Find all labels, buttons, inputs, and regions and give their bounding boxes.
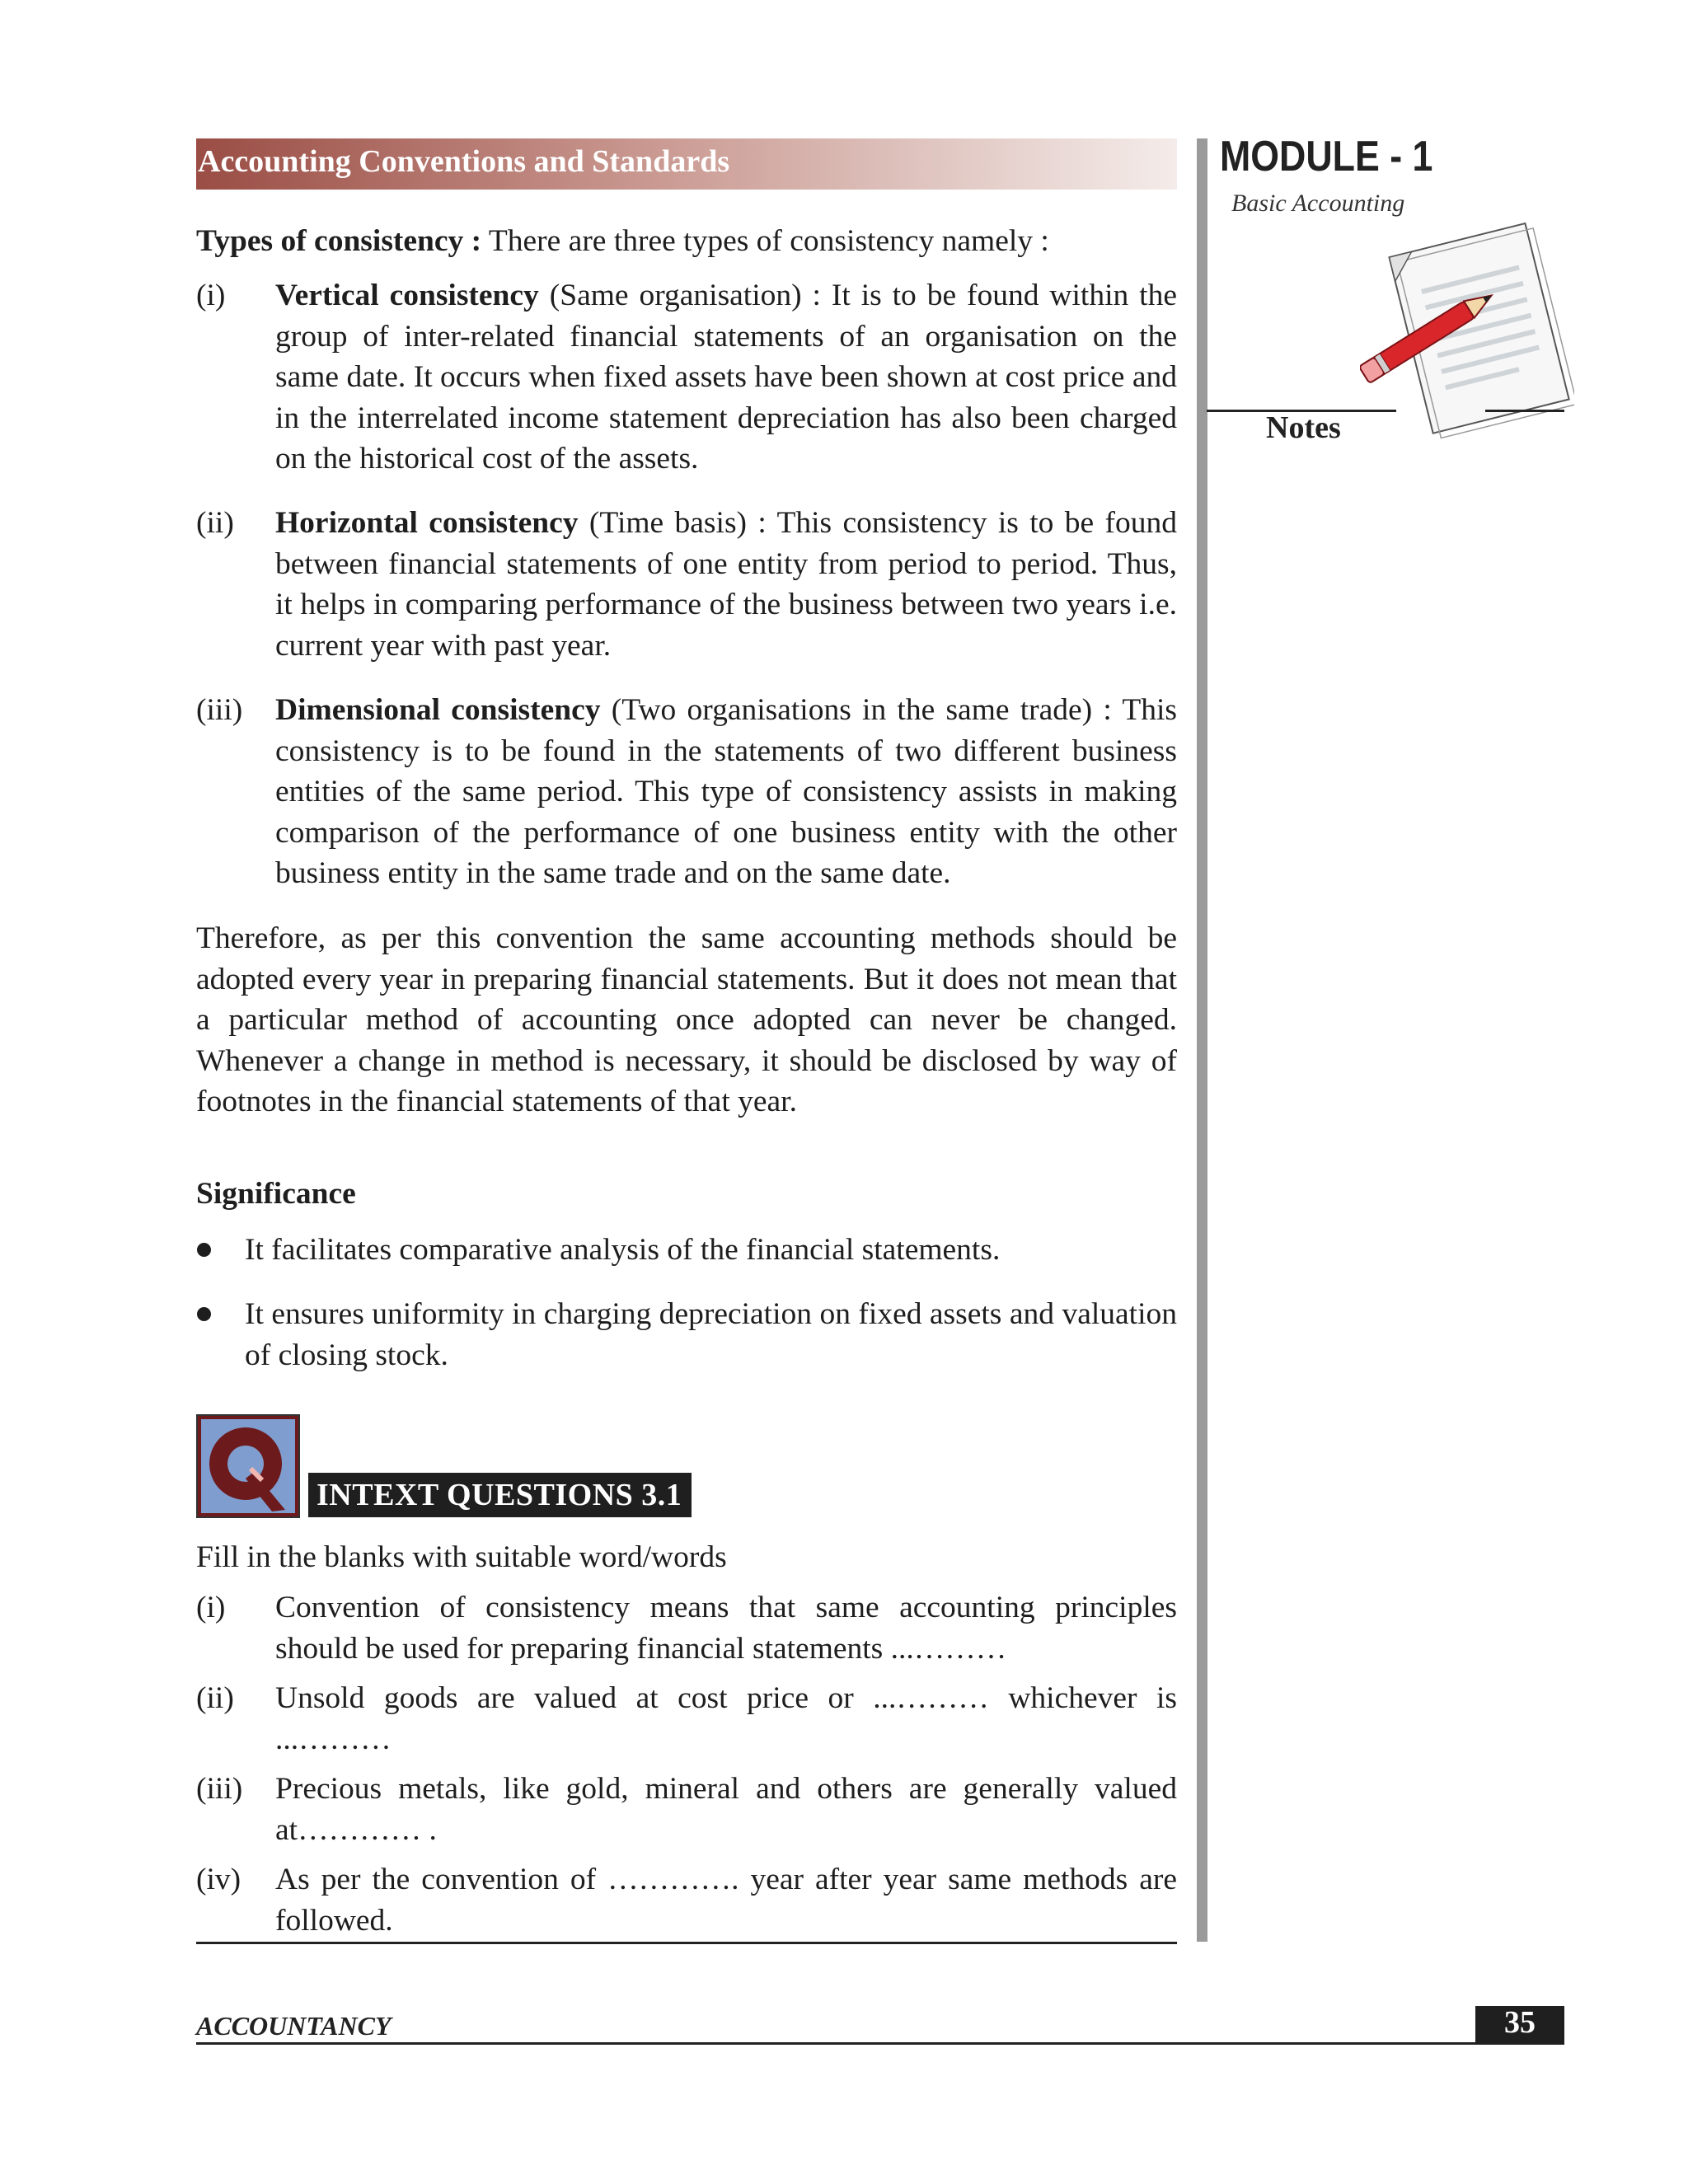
notepad-with-pencil-icon	[1360, 216, 1574, 455]
consistency-description: (Time basis) : This consistency is to be found between financial statements of one entity from period to period. Thus, it helps in comparing performance of the business between two years i.e. current year with past year.	[275, 506, 1177, 663]
significance-heading: Significance	[196, 1177, 356, 1211]
question-label: (i)	[196, 1591, 226, 1624]
notes-label: Notes	[1266, 410, 1341, 445]
question-item: Unsold goods are valued at cost price or ...……… whichever is ...………	[275, 1681, 1177, 1756]
question-item: As per the convention of …………. year after year same methods are followed.	[275, 1863, 1177, 1938]
consistency-intro	[196, 221, 1177, 262]
question-item: Convention of consistency means that same accounting principles should be used for preparing financial statements ...………	[275, 1591, 1177, 1666]
module-subtitle: Basic Accounting	[1231, 190, 1405, 217]
footer-rule	[196, 2042, 1564, 2045]
question-item: Precious metals, like gold, mineral and others are generally valued at………… .	[275, 1772, 1177, 1847]
section-end-rule	[196, 1942, 1177, 1944]
question-label: (iii)	[196, 1772, 243, 1806]
consistency-intro-bold: Types of consistency :	[196, 224, 482, 258]
consistency-description: (Same organisation) : It is to be found within the group of inter-related financial statements of an organisation on the same date. It occurs when fixed assets have been shown at cost price and in the interrelated income statement depreciation has also been charged on the historical cost of the assets.	[275, 279, 1178, 476]
consistency-item-vertical	[275, 275, 1177, 480]
bullet-icon	[197, 1243, 211, 1257]
footer-subject: ACCOUNTANCY	[196, 2011, 392, 2041]
consistency-item-label: (i)	[196, 279, 226, 312]
consistency-intro-rest: There are three types of consistency namely :	[481, 224, 1049, 258]
significance-bullet: It ensures uniformity in charging depreciation on fixed assets and valuation of closing stock.	[245, 1297, 1177, 1372]
consistency-item-horizontal	[275, 503, 1177, 666]
consistency-term: Vertical consistency	[275, 279, 539, 312]
consistency-description: (Two organisations in the same trade) : This consistency is to be found in the statements of two different business entities of the same period. This type of consistency assists in making comparison of the performance of one business entity with the other business entity in the same trade and on the same date.	[275, 693, 1177, 890]
intext-instruction: Fill in the blanks with suitable word/words	[196, 1540, 727, 1574]
consistency-term: Horizontal consistency	[275, 506, 579, 540]
intext-questions-heading: INTEXT QUESTIONS 3.1	[308, 1473, 692, 1517]
question-label: (ii)	[196, 1681, 234, 1715]
section-title: Accounting Conventions and Standards	[198, 144, 730, 179]
consistency-term: Dimensional consistency	[275, 693, 601, 727]
consistency-item-label: (ii)	[196, 506, 234, 540]
module-title: MODULE - 1	[1220, 133, 1433, 180]
q-letter-icon	[196, 1414, 300, 1518]
consistency-conclusion: Therefore, as per this convention the same accounting methods should be adopted every year in preparing financial statements. But it does not mean that a particular method of accounting once adopted can never be changed. Whenever a change in method is necessary, it should be disclosed by way of footnotes in the financial statements of that year.	[196, 921, 1177, 1118]
consistency-item-label: (iii)	[196, 693, 243, 727]
significance-bullet: It facilitates comparative analysis of the financial statements.	[245, 1233, 1001, 1267]
consistency-item-dimensional	[275, 690, 1177, 894]
notes-rule-right	[1485, 410, 1564, 412]
question-label: (iv)	[196, 1863, 241, 1896]
page-number: 35	[1504, 2005, 1536, 2040]
bullet-icon	[197, 1307, 211, 1321]
